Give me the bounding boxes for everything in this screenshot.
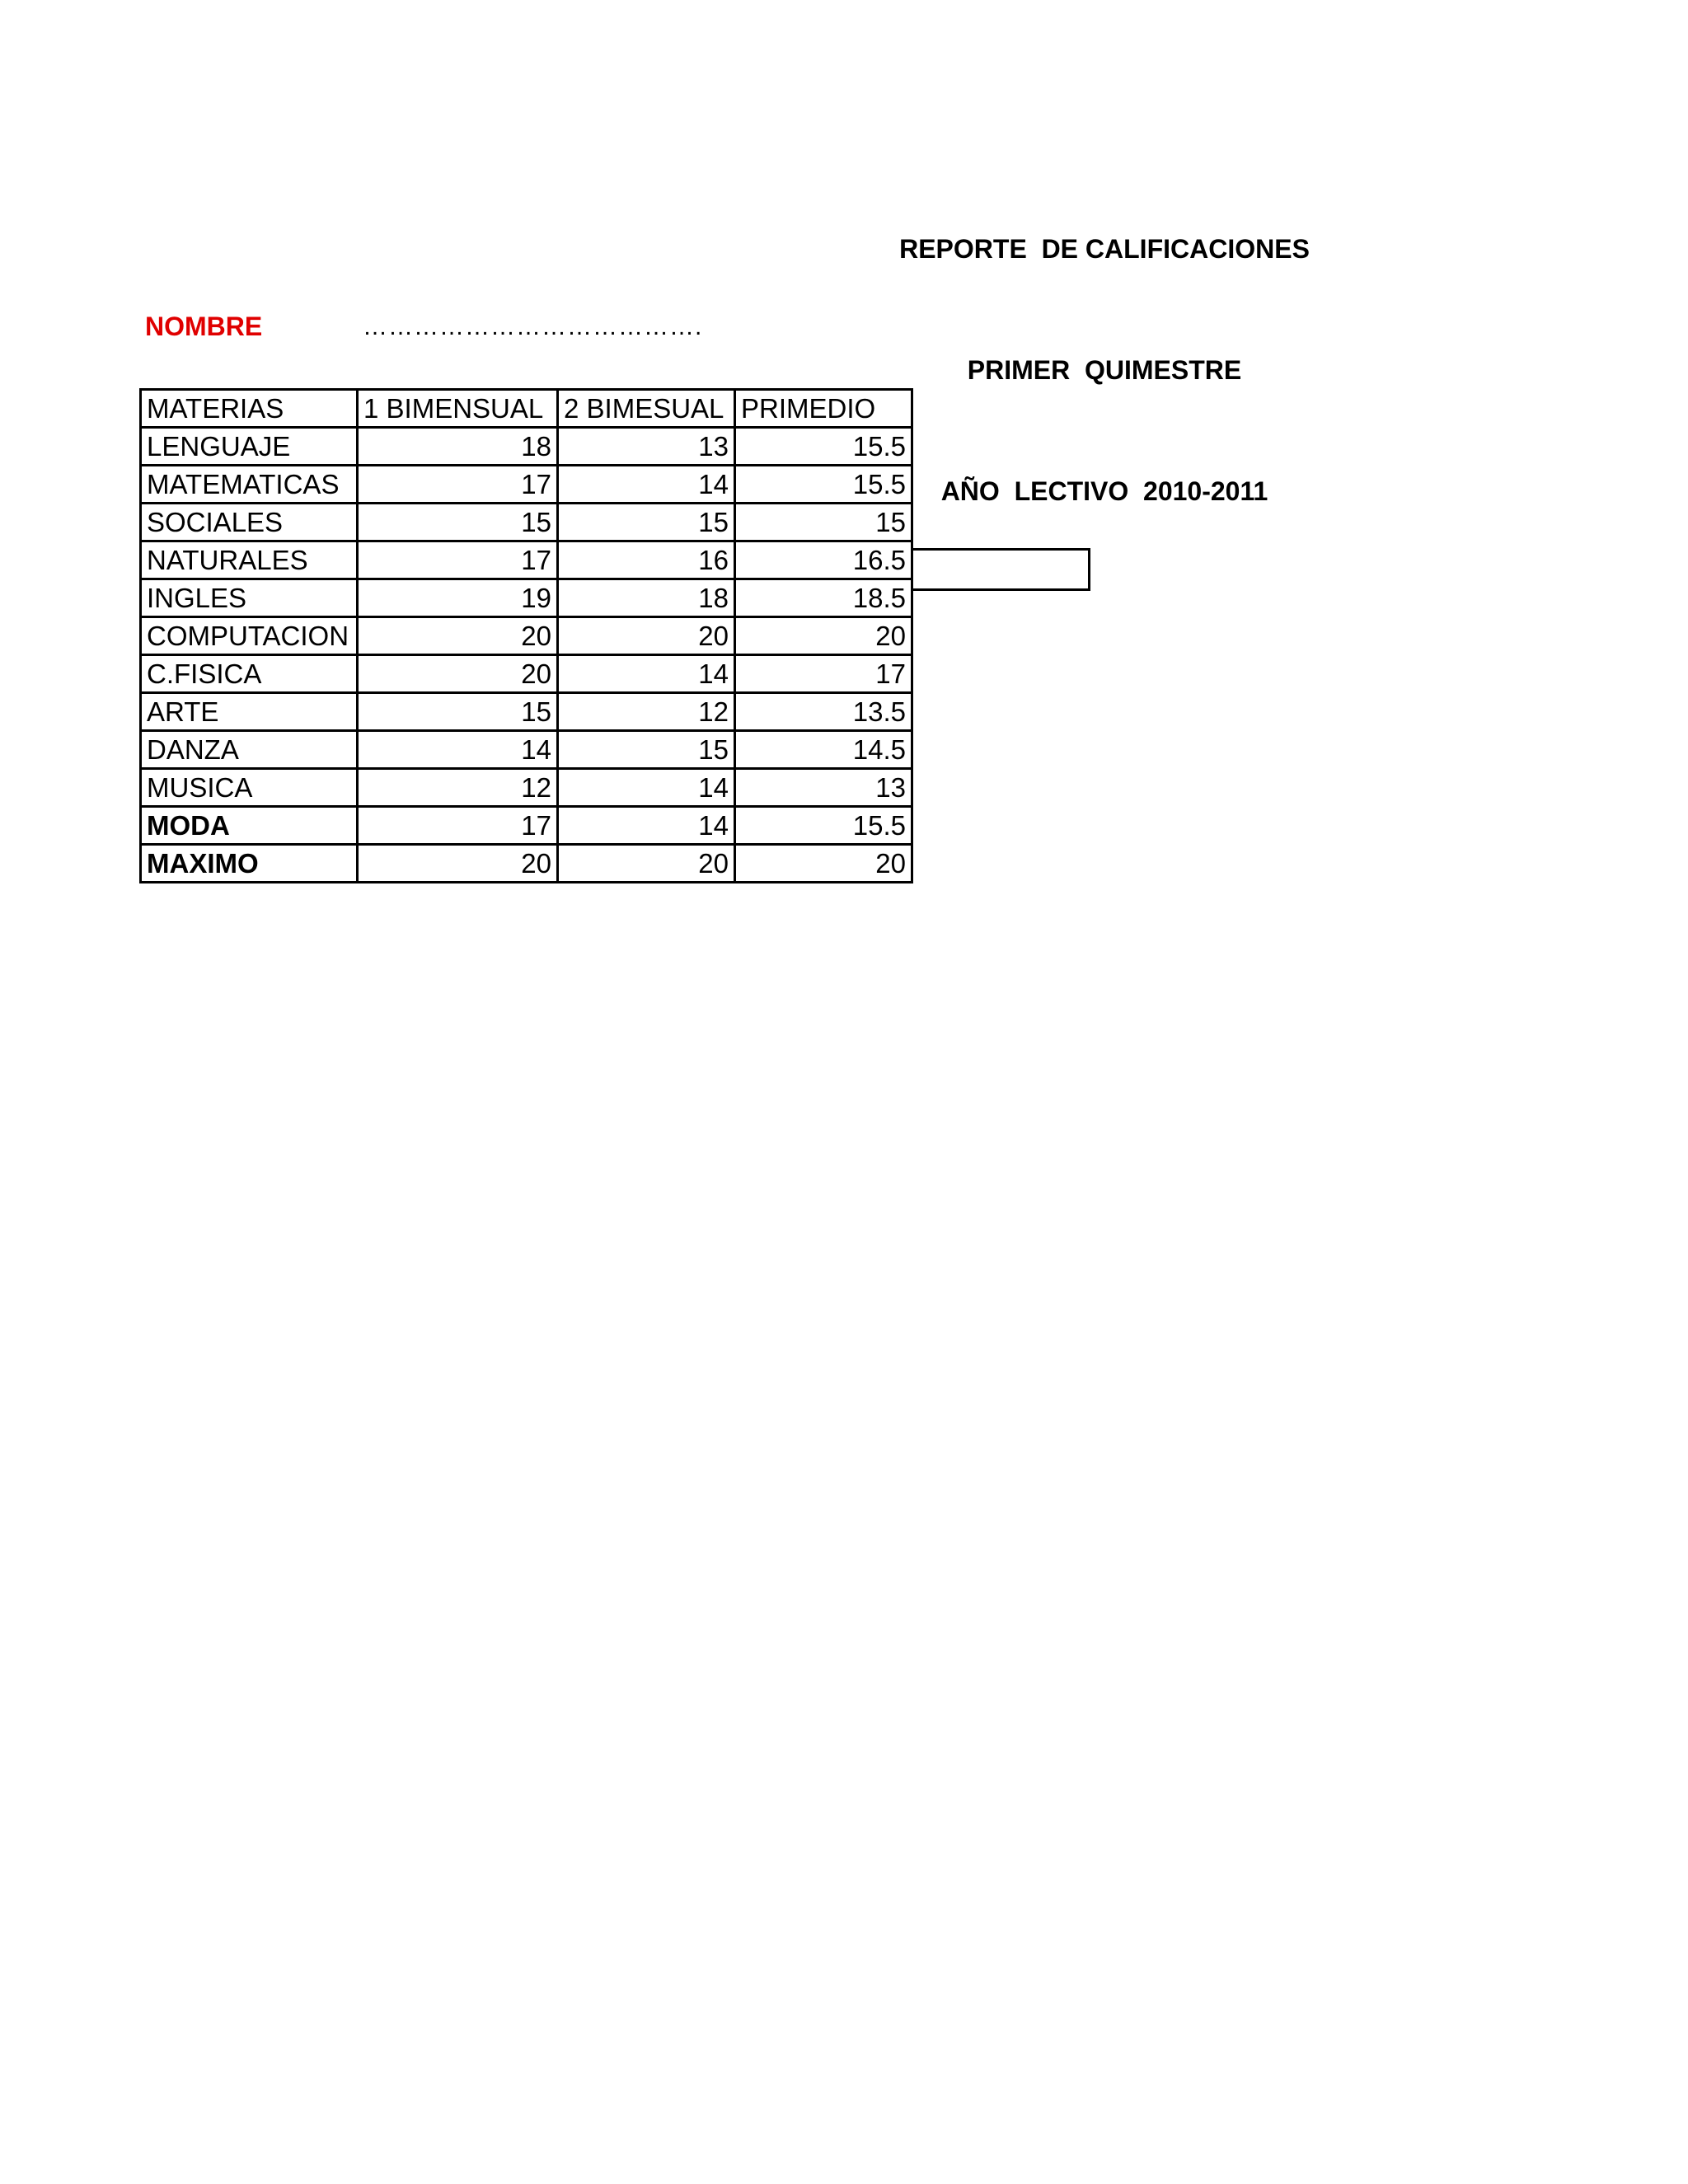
header-materias[interactable]: MATERIAS xyxy=(141,390,358,428)
bimensual-2-cell[interactable]: 14 xyxy=(558,655,735,693)
subject-cell[interactable]: SOCIALES xyxy=(141,504,358,541)
maximo-promedio-cell[interactable]: 20 xyxy=(735,845,912,883)
moda-promedio-cell[interactable]: 15.5 xyxy=(735,807,912,845)
table-row xyxy=(141,617,912,655)
promedio-cell[interactable]: 16.5 xyxy=(735,541,912,579)
bimensual-2-cell[interactable]: 20 xyxy=(558,617,735,655)
bimensual-1-cell[interactable]: 20 xyxy=(358,655,558,693)
summary-label-moda[interactable]: MODA xyxy=(141,807,358,845)
promedio-cell[interactable]: 18.5 xyxy=(735,579,912,617)
report-title-line-3: AÑO LECTIVO 2010-2011 xyxy=(940,476,1268,506)
subject-cell[interactable]: C.FISICA xyxy=(141,655,358,693)
subject-cell[interactable]: MUSICA xyxy=(141,769,358,807)
header-bimensual-1[interactable]: 1 BIMENSUAL xyxy=(358,390,558,428)
bimensual-2-cell[interactable]: 15 xyxy=(558,731,735,769)
table-row xyxy=(141,731,912,769)
moda-bimensual-2-cell[interactable]: 14 xyxy=(558,807,735,845)
table-row xyxy=(141,466,912,504)
table-row xyxy=(141,504,912,541)
subject-cell[interactable]: COMPUTACION xyxy=(141,617,358,655)
promedio-cell[interactable]: 20 xyxy=(735,617,912,655)
table-row xyxy=(141,579,912,617)
promedio-cell[interactable]: 14.5 xyxy=(735,731,912,769)
bimensual-1-cell[interactable]: 14 xyxy=(358,731,558,769)
bimensual-2-cell[interactable]: 13 xyxy=(558,428,735,466)
summary-label-maximo[interactable]: MAXIMO xyxy=(141,845,358,883)
table-header-row xyxy=(141,390,912,428)
bimensual-2-cell[interactable]: 12 xyxy=(558,693,735,731)
promedio-cell[interactable]: 13.5 xyxy=(735,693,912,731)
bimensual-2-cell[interactable]: 16 xyxy=(558,541,735,579)
bimensual-1-cell[interactable]: 18 xyxy=(358,428,558,466)
bimensual-2-cell[interactable]: 18 xyxy=(558,579,735,617)
table-row xyxy=(141,693,912,731)
student-name-label: NOMBRE xyxy=(145,312,263,341)
bimensual-1-cell[interactable]: 12 xyxy=(358,769,558,807)
moda-bimensual-1-cell[interactable]: 17 xyxy=(358,807,558,845)
bimensual-1-cell[interactable]: 17 xyxy=(358,466,558,504)
report-title-line-1: REPORTE DE CALIFICACIONES xyxy=(899,234,1310,264)
promedio-cell[interactable]: 13 xyxy=(735,769,912,807)
subject-cell[interactable]: NATURALES xyxy=(141,541,358,579)
student-name-value[interactable]: …………………………………. xyxy=(363,313,703,340)
table-row xyxy=(141,541,912,579)
subject-cell[interactable]: MATEMATICAS xyxy=(141,466,358,504)
promedio-cell[interactable]: 17 xyxy=(735,655,912,693)
bimensual-2-cell[interactable]: 14 xyxy=(558,466,735,504)
report-title xyxy=(890,148,1319,552)
empty-bordered-cell[interactable] xyxy=(911,548,1090,591)
header-promedio[interactable]: PRIMEDIO xyxy=(735,390,912,428)
bimensual-1-cell[interactable]: 15 xyxy=(358,693,558,731)
bimensual-1-cell[interactable]: 19 xyxy=(358,579,558,617)
table-row xyxy=(141,769,912,807)
bimensual-1-cell[interactable]: 15 xyxy=(358,504,558,541)
table-row xyxy=(141,428,912,466)
subject-cell[interactable]: INGLES xyxy=(141,579,358,617)
report-title-line-2: PRIMER QUIMESTRE xyxy=(967,355,1242,385)
header-bimensual-2[interactable]: 2 BIMESUAL xyxy=(558,390,735,428)
subject-cell[interactable]: ARTE xyxy=(141,693,358,731)
summary-row-moda xyxy=(141,807,912,845)
maximo-bimensual-1-cell[interactable]: 20 xyxy=(358,845,558,883)
subject-cell[interactable]: DANZA xyxy=(141,731,358,769)
bimensual-2-cell[interactable]: 15 xyxy=(558,504,735,541)
summary-row-maximo xyxy=(141,845,912,883)
maximo-bimensual-2-cell[interactable]: 20 xyxy=(558,845,735,883)
grades-table xyxy=(139,388,913,883)
bimensual-2-cell[interactable]: 14 xyxy=(558,769,735,807)
bimensual-1-cell[interactable]: 17 xyxy=(358,541,558,579)
promedio-cell[interactable]: 15 xyxy=(735,504,912,541)
promedio-cell[interactable]: 15.5 xyxy=(735,466,912,504)
bimensual-1-cell[interactable]: 20 xyxy=(358,617,558,655)
table-row xyxy=(141,655,912,693)
subject-cell[interactable]: LENGUAJE xyxy=(141,428,358,466)
promedio-cell[interactable]: 15.5 xyxy=(735,428,912,466)
